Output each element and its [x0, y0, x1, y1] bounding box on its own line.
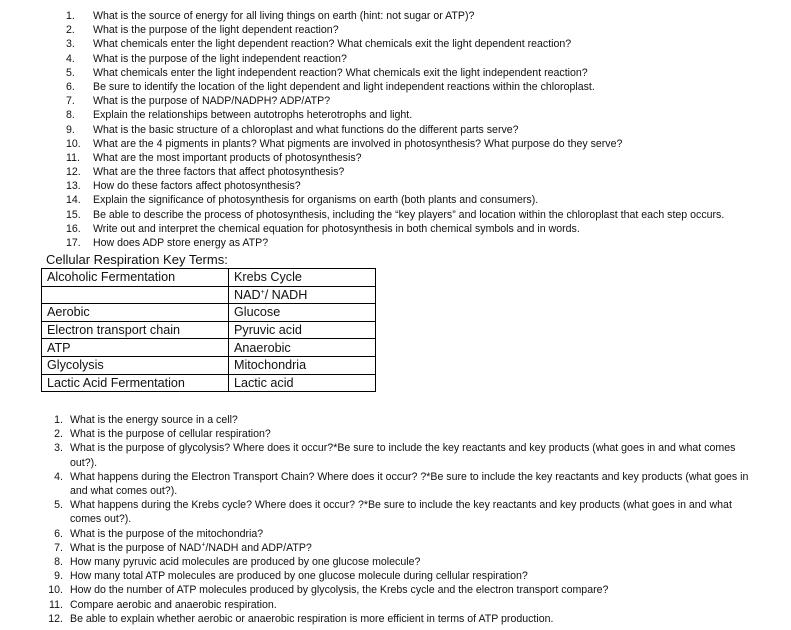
table-row [42, 286, 376, 304]
item-text: What are the most important products of photosynthesis? [93, 151, 362, 164]
item-number: 17. [66, 237, 81, 249]
item-number: 12. [66, 166, 81, 179]
item-text: What chemicals enter the light dependent reaction? What chemicals exit the light dependent reaction? [93, 38, 572, 51]
table-row [42, 339, 376, 357]
list-item [0, 598, 791, 612]
item-number: 5. [66, 66, 75, 79]
table-cell: Electron transport chain [42, 321, 229, 339]
table-cell: ATP [42, 339, 229, 357]
item-text: What are the three factors that affect photosynthesis? [93, 166, 345, 179]
item-text: What happens during the Electron Transport Chain? Where does it occur? ?*Be sure to include the key reactants and key products (what goes in and what comes out?). [70, 470, 749, 498]
item-number: 6. [54, 527, 63, 540]
list-item [0, 470, 791, 498]
item-number: 1. [66, 10, 75, 22]
item-text: Explain the relationships between autotrophs heterotrophs and light. [93, 109, 413, 122]
list-item [0, 612, 791, 626]
item-number: 11. [49, 598, 63, 611]
superscript: + [201, 541, 206, 549]
list-item [0, 441, 791, 469]
item-number: 9. [54, 570, 63, 583]
item-number: 7. [66, 95, 75, 108]
list-item [0, 108, 791, 122]
item-number: 4. [66, 52, 75, 65]
item-number: 16. [66, 222, 81, 235]
table-cell: Lactic Acid Fermentation [42, 374, 229, 392]
list-item [0, 583, 791, 597]
table-cell: Aerobic [42, 304, 229, 322]
list-item [0, 222, 791, 236]
item-number: 7. [54, 541, 63, 554]
table-cell: Alcoholic Fermentation [42, 269, 229, 287]
item-text: How does ADP store energy as ATP? [93, 237, 269, 249]
item-number: 11. [66, 151, 80, 164]
list-item [0, 569, 791, 583]
item-text: Write out and interpret the chemical equation for photosynthesis in both chemical symbols and in words. [93, 222, 580, 235]
table-row [42, 321, 376, 339]
terms-heading: Cellular Respiration Key Terms: [46, 252, 228, 267]
respiration-question-list [0, 413, 791, 626]
item-number: 3. [66, 38, 75, 51]
table-row [42, 269, 376, 287]
item-text: How do these factors affect photosynthesis? [93, 180, 301, 193]
table-cell [229, 286, 376, 304]
item-number: 8. [54, 556, 63, 569]
list-item [0, 94, 791, 108]
item-number: 2. [66, 24, 75, 37]
list-item [0, 23, 791, 37]
term-text: NAD [234, 287, 261, 302]
item-text: How many pyruvic acid molecules are produced by one glucose molecule? [70, 556, 421, 569]
item-text: What happens during the Krebs cycle? Where does it occur? ?*Be sure to include the key reactants and key products (what goes in and what comes out?). [70, 499, 732, 526]
list-item [0, 527, 791, 541]
item-number: 2. [54, 428, 63, 441]
list-item [0, 427, 791, 441]
list-item [0, 555, 791, 569]
item-text: How many total ATP molecules are produced by one glucose molecule during cellular respiration? [70, 570, 528, 583]
item-text: What chemicals enter the light independent reaction? What chemicals exit the light independent reaction? [93, 66, 588, 79]
key-terms-table [41, 268, 376, 392]
item-number: 10. [66, 137, 81, 150]
list-item [0, 123, 791, 137]
item-text: What is the purpose of the light independent reaction? [93, 52, 347, 65]
list-item [0, 165, 791, 179]
item-text: What is the energy source in a cell? [70, 414, 238, 426]
item-text [70, 541, 750, 555]
photosynthesis-question-list [0, 9, 791, 250]
item-number: 1. [54, 414, 63, 426]
table-row [42, 304, 376, 322]
table-cell [42, 286, 229, 304]
item-text: What is the purpose of the mitochondria? [70, 527, 264, 540]
superscript: + [260, 288, 265, 296]
item-text: Be sure to identify the location of the light dependent and light independent reactions within the chloroplast. [93, 80, 595, 93]
list-item [0, 37, 791, 51]
item-text: What is the purpose of glycolysis? Where does it occur?*Be sure to include the key reactants and key products (what goes in and what comes out?). [70, 442, 736, 469]
list-item [0, 179, 791, 193]
item-number: 15. [66, 208, 81, 221]
item-text: What is the source of energy for all living things on earth (hint: not sugar or ATP)? [93, 10, 475, 22]
table-row [42, 374, 376, 392]
list-item [0, 52, 791, 66]
item-number: 8. [66, 109, 75, 122]
list-item [0, 413, 791, 427]
item-text-part: /NADH and ADP/ATP? [205, 541, 312, 554]
item-number: 10. [48, 584, 63, 597]
item-text: Be able to explain whether aerobic or anaerobic respiration is more efficient in terms of ATP production. [70, 612, 554, 625]
item-text: Be able to describe the process of photosynthesis, including the “key players” and location within the chloroplast that each step occurs. [93, 208, 725, 221]
item-number: 12. [48, 612, 63, 625]
list-item [0, 193, 791, 207]
table-cell: Pyruvic acid [229, 321, 376, 339]
item-number: 4. [54, 470, 63, 483]
item-text: What are the 4 pigments in plants? What pigments are involved in photosynthesis? What purpose do they serve? [93, 137, 623, 150]
list-item [0, 208, 791, 222]
item-number: 9. [66, 123, 75, 136]
item-text: Explain the significance of photosynthesis for organisms on earth (both plants and consumers). [93, 194, 539, 207]
item-number: 5. [54, 499, 63, 512]
item-text: What is the purpose of NADP/NADPH? ADP/ATP? [93, 95, 331, 108]
list-item [0, 137, 791, 151]
item-text: What is the purpose of the light dependent reaction? [93, 24, 339, 37]
list-item [0, 151, 791, 165]
item-number: 6. [66, 80, 75, 93]
list-item [0, 66, 791, 80]
item-number: 14. [66, 194, 81, 207]
item-text-part: What is the purpose of NAD [70, 541, 202, 554]
item-text: What is the basic structure of a chloroplast and what functions do the different parts serve? [93, 123, 519, 136]
list-item [0, 498, 791, 526]
table-row [42, 356, 376, 374]
item-text: Compare aerobic and anaerobic respiration. [70, 598, 277, 611]
table-cell: Mitochondria [229, 356, 376, 374]
list-item [0, 9, 791, 23]
item-number: 13. [66, 180, 81, 193]
list-item [0, 80, 791, 94]
table-cell: Glucose [229, 304, 376, 322]
table-cell: Lactic acid [229, 374, 376, 392]
table-cell: Glycolysis [42, 356, 229, 374]
table-cell: Krebs Cycle [229, 269, 376, 287]
table-cell: Anaerobic [229, 339, 376, 357]
item-number: 3. [54, 442, 63, 455]
list-item [0, 236, 791, 250]
list-item [0, 541, 791, 555]
item-text: How do the number of ATP molecules produced by glycolysis, the Krebs cycle and the electron transport compare? [70, 584, 609, 597]
term-text: / NADH [264, 287, 308, 302]
item-text: What is the purpose of cellular respiration? [70, 428, 271, 441]
